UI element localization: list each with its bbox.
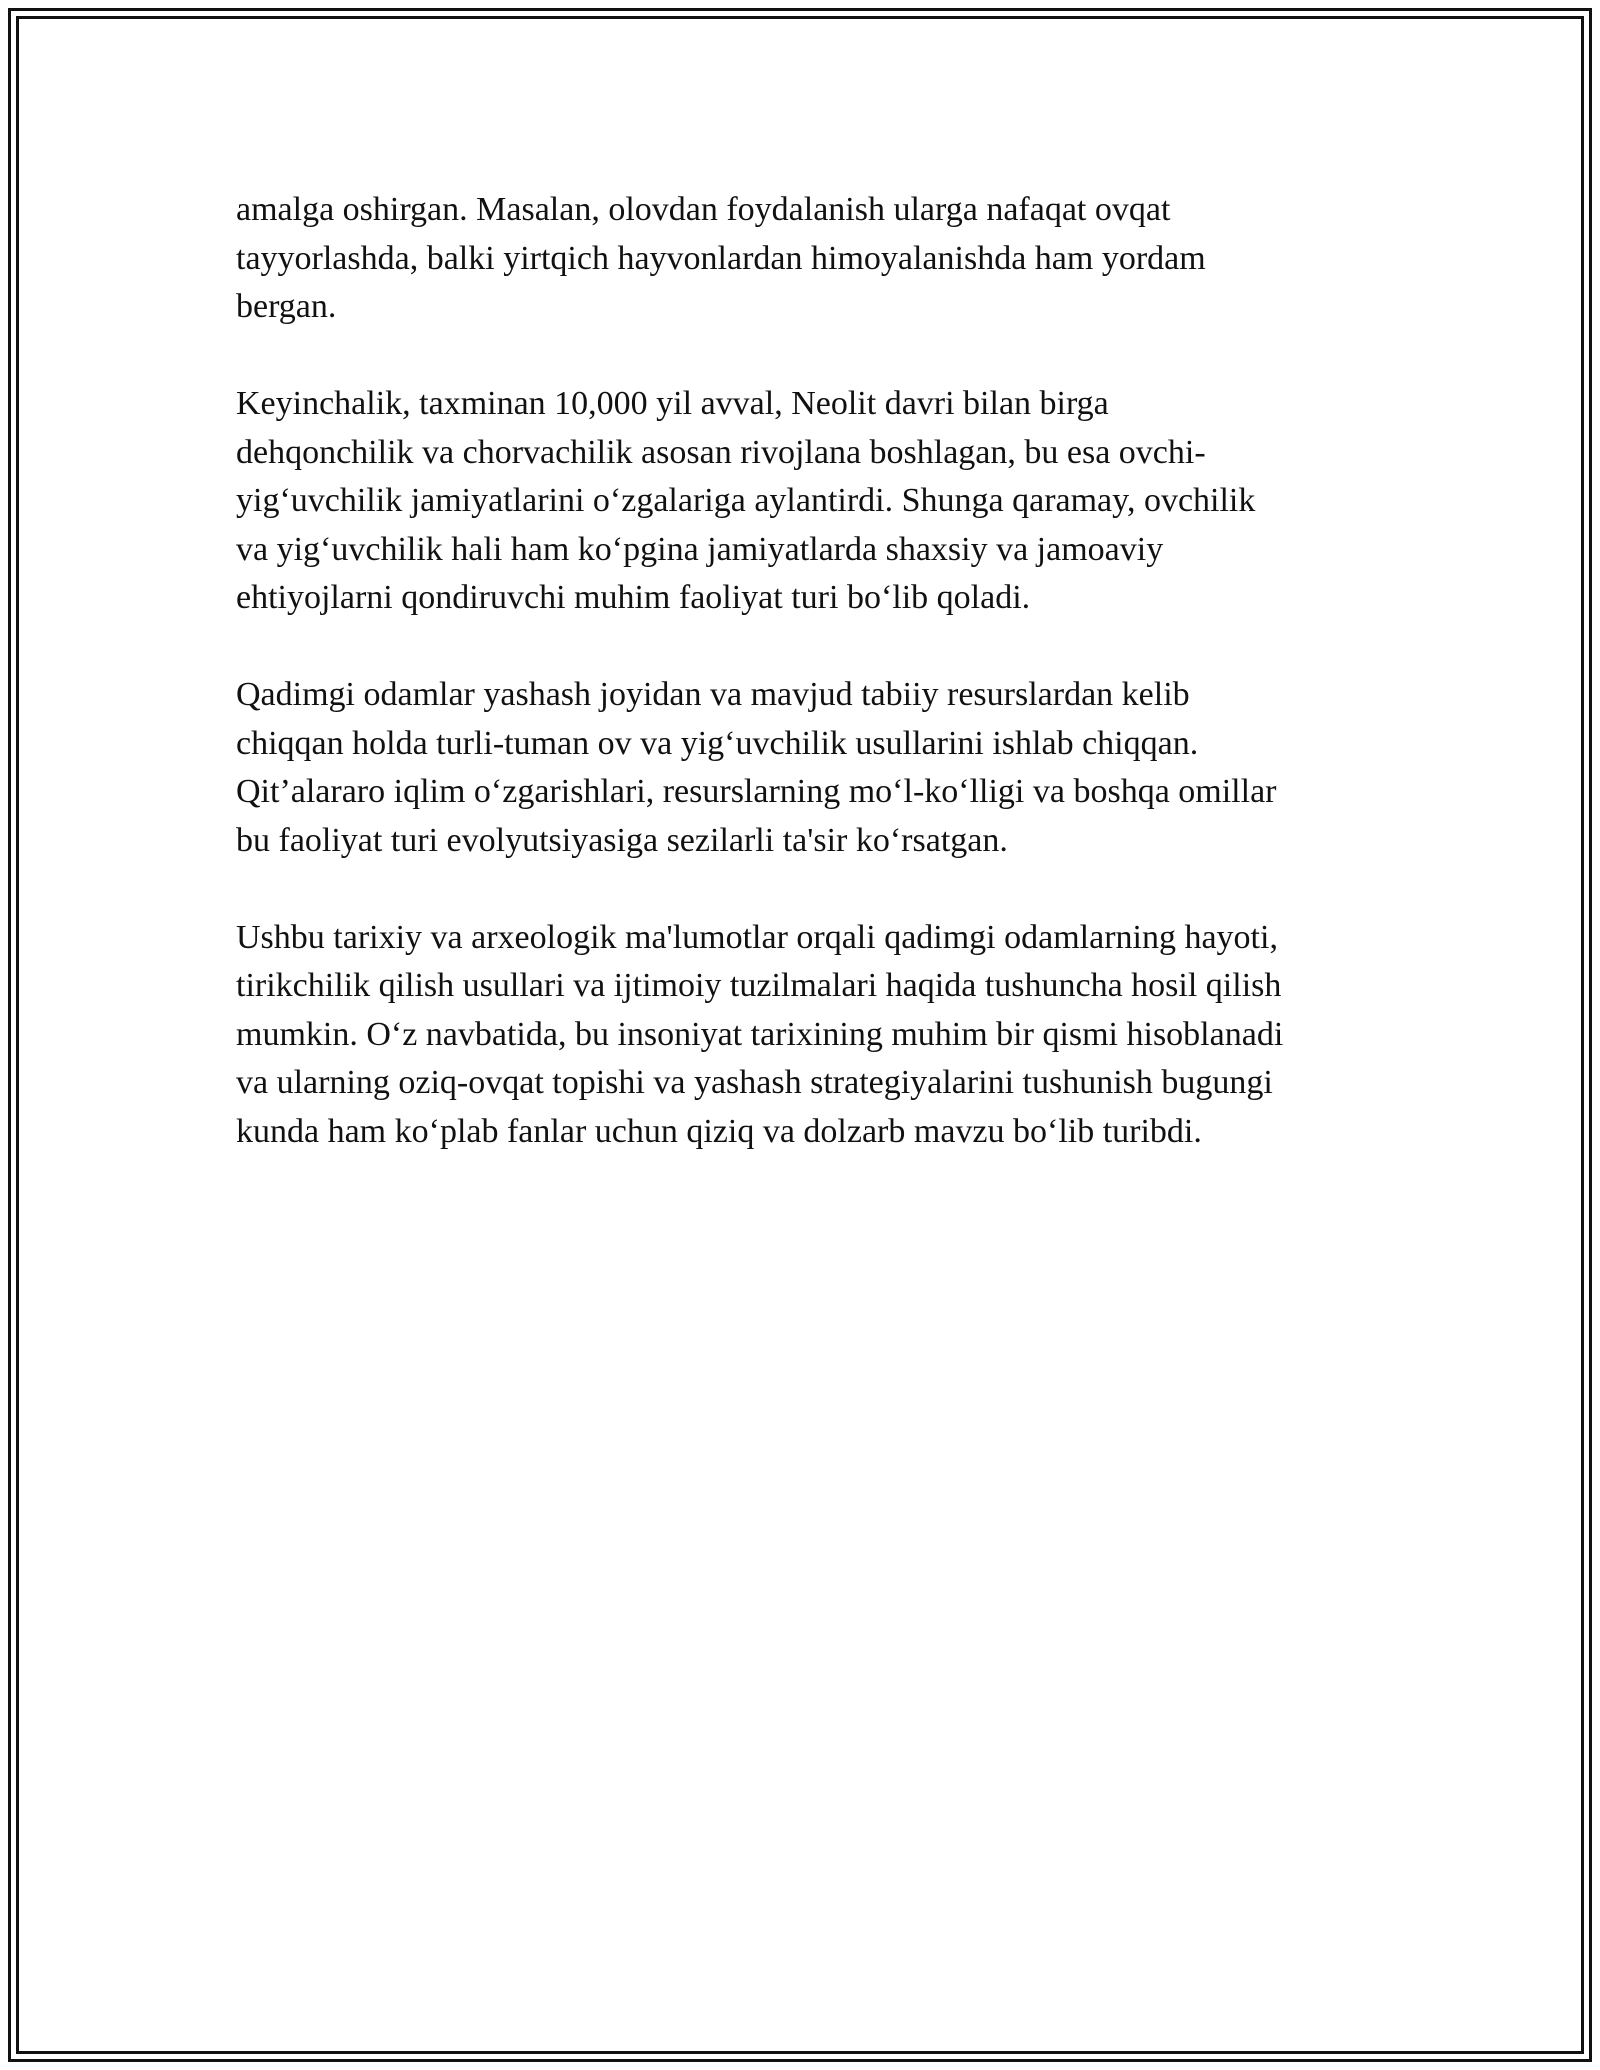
paragraph-3: Qadimgi odamlar yashash joyidan va mavjud tabiiy resurslardan kelib chiqqan holda turli-tuman ov va yig‘uvchilik usullarini ishlab chiqqan. Qit’alararo iqlim o‘zgarishlari, resurslarning mo‘l-ko‘lligi va boshqa omillar bu faoliyat turi evolyutsiyasiga sezilarli ta'sir ko‘rsatgan.: [236, 676, 1277, 859]
paragraph-4: Ushbu tarixiy va arxeologik ma'lumotlar orqali qadimgi odamlarning hayoti, tirikchilik qilish usullari va ijtimoiy tuzilmalari haqida tushuncha hosil qilish mumkin. O‘z navbatida, bu insoniyat tarixining muhim bir qismi hisoblanadi va ularning oziq-ovqat topishi va yashash strategiyalarini tushunish bugungi kunda ham ko‘plab fanlar uchun qiziq va dolzarb mavzu bo‘lib turibdi.: [236, 918, 1284, 1150]
paragraph-2: Keyinchalik, taxminan 10,000 yil avval, Neolit davri bilan birga dehqonchilik va chorvachilik asosan rivojlana boshlagan, bu esa ovchi- yig‘uvchilik jamiyatlarini o‘zgalariga aylantirdi. Shunga qaramay, ovchilik va yig‘uvchilik hali ham ko‘pgina jamiyatlarda shaxsiy va jamoaviy ehtiyojlarni qondiruvchi muhim faoliyat turi bo‘lib qoladi.: [236, 385, 1256, 616]
paragraph-1: amalga oshirgan. Masalan, olovdan foydalanish ularga nafaqat ovqat tayyorlashda, balki yirtqich hayvonlardan himoyalanishda ham yordam bergan.: [236, 191, 1206, 325]
document-body: [236, 186, 1386, 1205]
